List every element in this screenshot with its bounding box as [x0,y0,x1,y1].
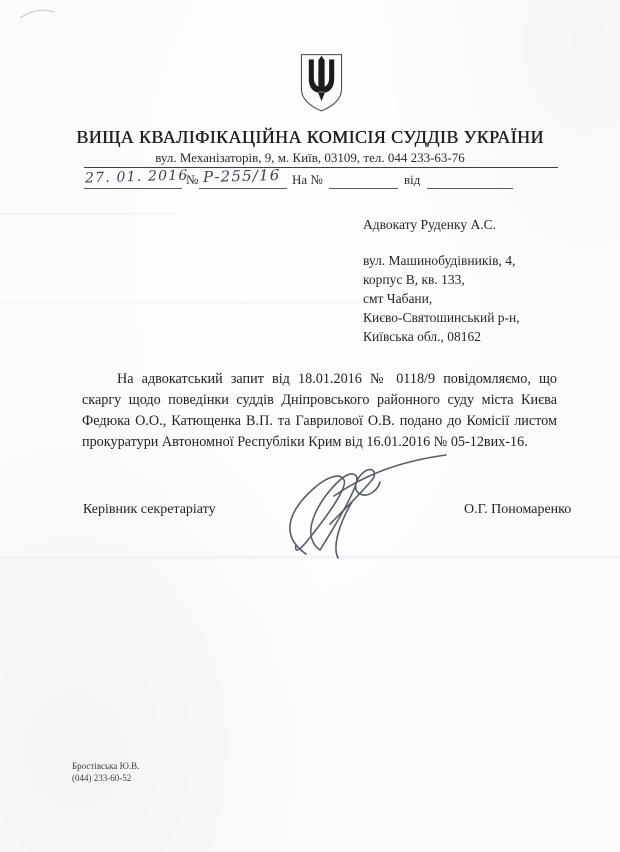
incoming-number-label: На № [292,172,323,187]
recipient-block [363,215,520,346]
pen-mark [16,2,76,26]
recipient-address-line: корпус В, кв. 133, [363,272,465,287]
recipient-address-line: вул. Машинобудівників, 4, [363,253,516,268]
executor-name: Бростівська Ю.В. [72,761,140,771]
recipient-address-line: смт Чабани, [363,291,433,306]
handwritten-outgoing-number: Р-255/16 [202,165,281,187]
number-sign: № [186,172,199,187]
fold-line [0,212,175,215]
ukraine-trident-coat-of-arms-icon [299,52,344,114]
signer-name: О.Г. Пономаренко [464,502,572,517]
signature-scribble [268,450,450,562]
letter-body-paragraph: На адвокатський запит від 18.01.2016 № 0118/9 повідомляємо, що скаргу щодо поведінки суддів Дніпровського районного суду міста Києва Федюка О.О., Катющенка В.П. та Гаврилової О.В. подано до Комісії листом прокуратури Автономної Республіки Крим від 16.01.2016 № 05-12вих-16. [82,371,557,450]
executor-block [72,760,139,784]
handwritten-outgoing-date: 27. 01. 2016 [84,167,189,187]
organization-address: вул. Механізаторів, 9, м. Київ, 03109, тел. 044 233-63-76 [155,150,465,165]
signer-position-title: Керівник секретаріату [83,502,216,517]
executor-phone: (044) 233-60-52 [72,773,132,783]
recipient-address-line: Київська обл., 08162 [363,329,482,344]
recipient-address-line: Києво-Святошинський р-н, [363,310,520,325]
organization-title: ВИЩА КВАЛІФІКАЦІЙНА КОМІСІЯ СУДДІВ УКРАЇНИ [76,127,544,147]
number-underline [199,187,287,189]
fold-line [0,301,360,304]
date-underline [84,187,182,189]
recipient-name: Адвокату Руденку А.С. [363,217,496,232]
incoming-number-underline [329,187,398,189]
incoming-date-label: від [404,172,421,187]
incoming-date-underline [427,187,513,189]
